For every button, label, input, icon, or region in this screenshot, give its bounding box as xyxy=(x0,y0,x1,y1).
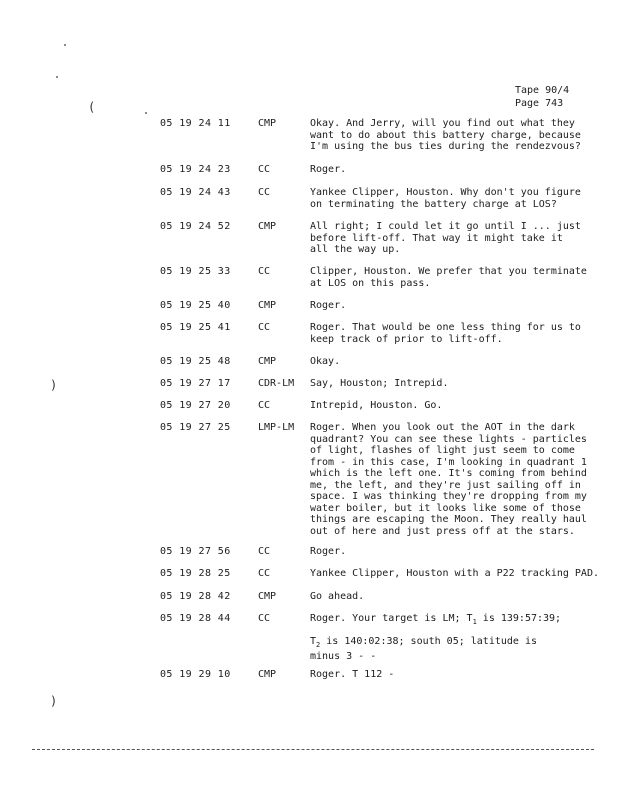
entry-line: I'm using the bus ties during the rendezvous? xyxy=(310,141,581,152)
entry-speaker: CC xyxy=(258,266,271,277)
entry-speaker: CC xyxy=(258,187,271,198)
entry-time: 05 19 25 33 xyxy=(160,266,231,277)
entry-text xyxy=(310,118,600,153)
entry-speaker: CC xyxy=(258,568,271,579)
entry-text xyxy=(310,266,600,289)
pad-text: is 139:57:39; xyxy=(476,613,562,624)
entry-text xyxy=(310,613,600,663)
entry-line: Roger. xyxy=(310,164,347,175)
entry-time: 05 19 24 43 xyxy=(160,187,231,198)
entry-speaker: CMP xyxy=(258,356,277,367)
entry-time: 05 19 24 11 xyxy=(160,118,231,129)
entry-line: of light, flashes of light just seem to come xyxy=(310,445,575,456)
entry-text xyxy=(310,591,600,603)
entry-line: Go ahead. xyxy=(310,591,365,602)
entry-text xyxy=(310,356,600,368)
entry-time: 05 19 27 20 xyxy=(160,400,231,411)
pad-line-1 xyxy=(310,613,600,629)
entry-speaker: CDR-LM xyxy=(258,378,295,389)
entry-speaker: CMP xyxy=(258,221,277,232)
entry-line: Roger. That would be one less thing for us to xyxy=(310,322,581,333)
entry-line: quadrant? You can see these lights - particles xyxy=(310,433,587,445)
entry-line: out of here and just press off at the stars. xyxy=(310,525,575,537)
entry-speaker: CMP xyxy=(258,118,277,129)
entry-line: Say, Houston; Intrepid. xyxy=(310,378,449,389)
entry-text xyxy=(310,322,600,345)
entry-line: Clipper, Houston. We prefer that you terminate xyxy=(310,266,587,277)
page-header xyxy=(515,84,569,110)
entry-text xyxy=(310,400,600,412)
entry-line: want to do about this battery charge, because xyxy=(310,129,581,141)
entry-time: 05 19 28 25 xyxy=(160,568,231,579)
entry-time: 05 19 27 56 xyxy=(160,546,231,557)
entry-line: at LOS on this pass. xyxy=(310,277,431,289)
scan-speck xyxy=(56,76,58,78)
entry-time: 05 19 28 42 xyxy=(160,591,231,602)
entry-line: Roger. xyxy=(310,546,347,557)
entry-time: 05 19 25 40 xyxy=(160,300,231,311)
subscript: 1 xyxy=(472,618,477,626)
entry-line: Roger. When you look out the AOT in the dark xyxy=(310,422,575,433)
entry-time: 05 19 29 10 xyxy=(160,669,231,680)
entry-text xyxy=(310,378,600,390)
entry-line: from - in this case, I'm looking in quadrant 1 xyxy=(310,456,587,468)
subscript: 2 xyxy=(316,640,321,649)
entry-line: all the way up. xyxy=(310,244,401,255)
scan-speck xyxy=(145,112,147,114)
entry-time: 05 19 27 17 xyxy=(160,378,231,389)
scan-speck xyxy=(64,44,66,46)
pad-text: T xyxy=(310,635,317,647)
entry-line: which is the left one. It's coming from behind xyxy=(310,468,587,479)
pad-text: Roger. Your target is LM; T xyxy=(310,613,473,624)
entry-line: Okay. xyxy=(310,356,341,367)
entry-text xyxy=(310,546,600,558)
entry-speaker: CC xyxy=(258,322,271,333)
page-bottom-rule xyxy=(32,749,594,750)
entry-line: Roger. xyxy=(310,300,347,311)
margin-mark: ) xyxy=(50,694,58,708)
entry-line: things are escaping the Moon. They really haul xyxy=(310,514,587,525)
entry-time: 05 19 24 52 xyxy=(160,221,231,232)
pad-line-2 xyxy=(310,636,600,652)
entry-text xyxy=(310,187,600,210)
entry-text xyxy=(310,164,600,176)
pad-text: is 140:02:38; south 05; latitude is xyxy=(320,635,537,647)
entry-time: 05 19 27 25 xyxy=(160,422,231,433)
entry-text xyxy=(310,422,600,537)
tape-number: Tape 90/4 xyxy=(515,85,570,96)
entry-line: Yankee Clipper, Houston. Why don't you figure xyxy=(310,187,581,198)
entry-time: 05 19 25 41 xyxy=(160,322,231,333)
entry-speaker: CC xyxy=(258,400,271,411)
entry-speaker: CMP xyxy=(258,669,277,680)
entry-speaker: CC xyxy=(258,613,271,624)
entry-text xyxy=(310,669,600,681)
entry-line: Intrepid, Houston. Go. xyxy=(310,400,443,411)
entry-speaker: CMP xyxy=(258,591,277,602)
margin-mark: ( xyxy=(88,100,96,114)
entry-time: 05 19 28 44 xyxy=(160,613,231,624)
entry-text xyxy=(310,221,600,256)
entry-speaker: CMP xyxy=(258,300,277,311)
entry-line: All right; I could let it go until I ... just xyxy=(310,221,581,232)
entry-speaker: CC xyxy=(258,164,271,175)
entry-line: space. I was thinking they're dropping from my xyxy=(310,491,587,502)
margin-mark: ) xyxy=(50,378,58,392)
entry-line: Yankee Clipper, Houston with a P22 tracking PAD. xyxy=(310,568,599,579)
entry-line: keep track of prior to lift-off. xyxy=(310,333,503,345)
pad-line-3: minus 3 - - xyxy=(310,651,377,662)
entry-speaker: CC xyxy=(258,546,271,557)
entry-line: Okay. And Jerry, will you find out what they xyxy=(310,118,575,129)
entry-line: Roger. T 112 - xyxy=(310,669,395,680)
entry-time: 05 19 24 23 xyxy=(160,164,231,175)
entry-speaker: LMP-LM xyxy=(258,422,295,433)
entry-time: 05 19 25 48 xyxy=(160,356,231,367)
entry-line: before lift-off. That way it might take it xyxy=(310,232,563,244)
page-number: Page 743 xyxy=(515,98,564,109)
entry-line: on terminating the battery charge at LOS? xyxy=(310,198,557,210)
entry-text xyxy=(310,568,600,580)
entry-text xyxy=(310,300,600,312)
entry-line: water boiler, but it looks like some of those xyxy=(310,502,581,514)
entry-line: me, the left, and they're just sailing off in xyxy=(310,479,581,491)
